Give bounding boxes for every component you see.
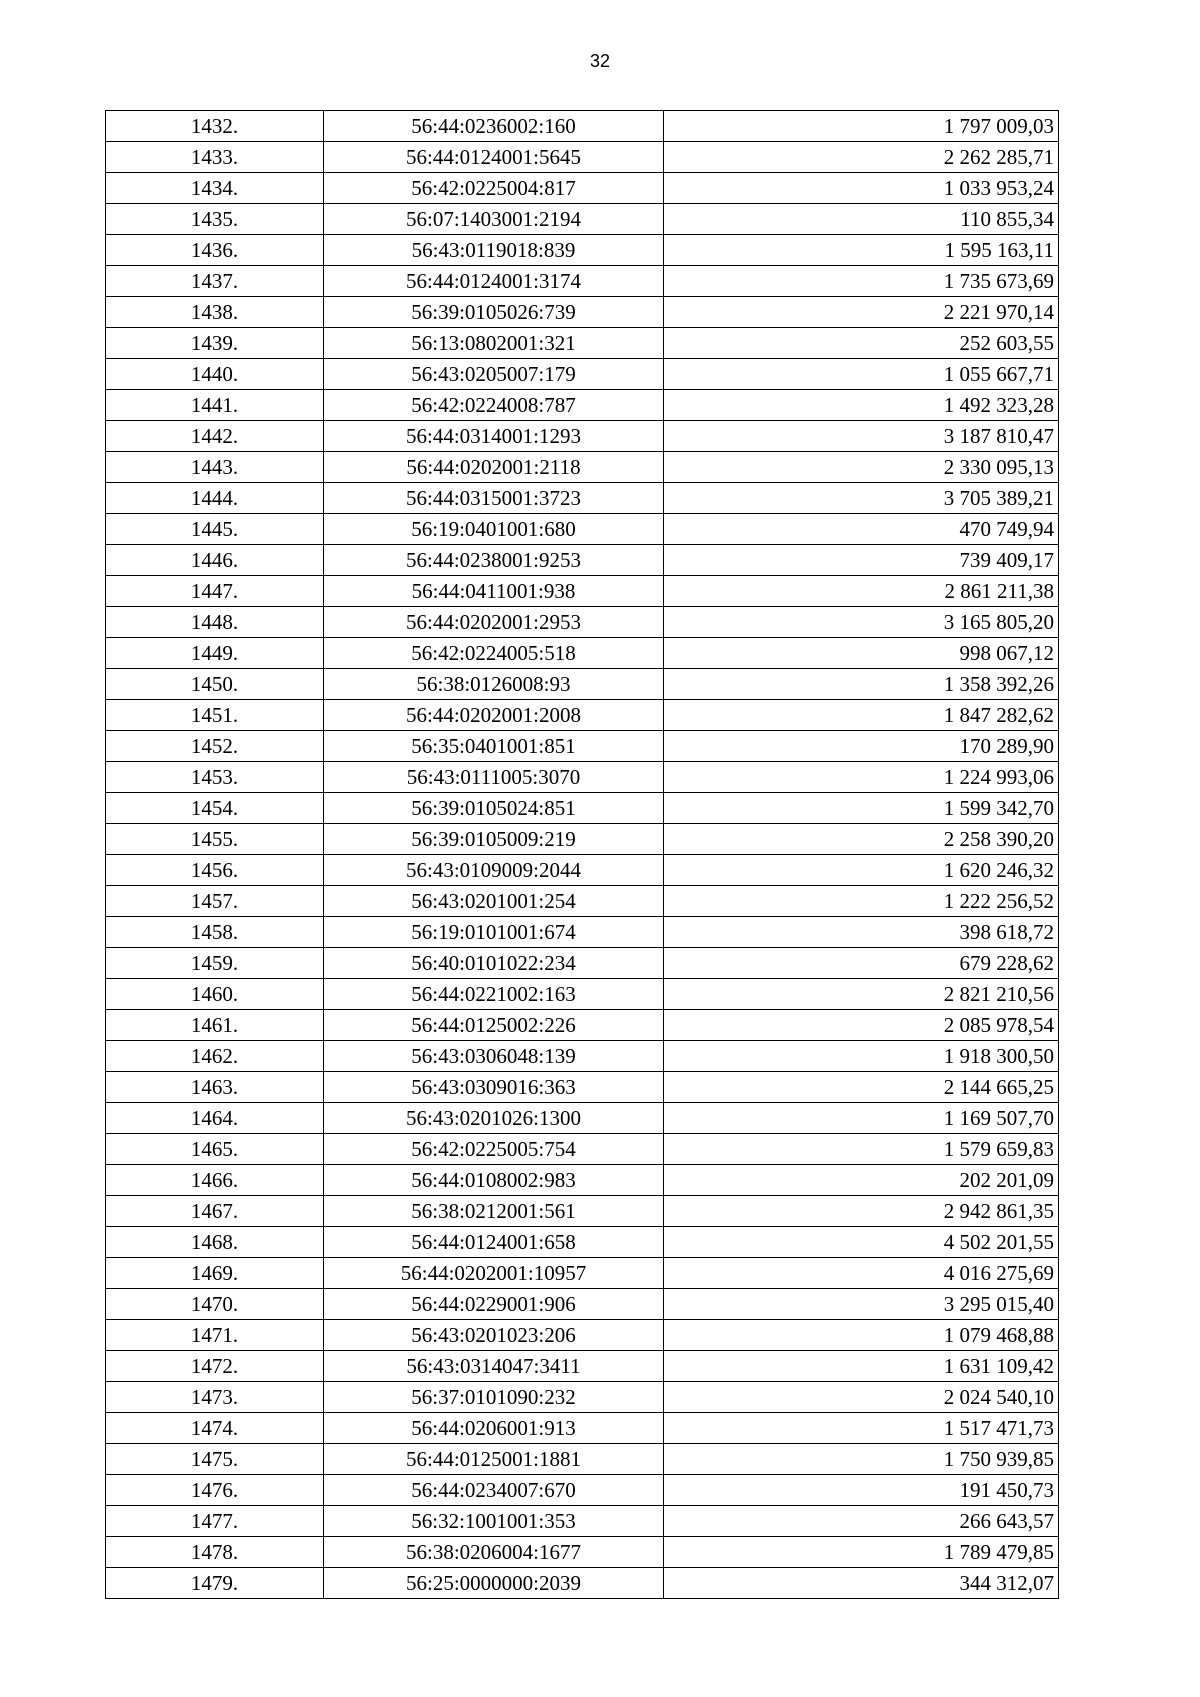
row-number-cell: 1450. — [106, 669, 324, 700]
table-row — [106, 607, 1059, 638]
cadastral-number-cell: 56:44:0108002:983 — [324, 1165, 664, 1196]
table-row — [106, 638, 1059, 669]
cadastral-number-cell: 56:44:0202001:10957 — [324, 1258, 664, 1289]
cadastral-value-cell: 1 055 667,71 — [664, 359, 1059, 390]
cadastral-value-cell: 2 221 970,14 — [664, 297, 1059, 328]
table-row — [106, 266, 1059, 297]
cadastral-value-cell: 2 258 390,20 — [664, 824, 1059, 855]
row-number-cell: 1459. — [106, 948, 324, 979]
row-number-cell: 1436. — [106, 235, 324, 266]
table-row — [106, 700, 1059, 731]
cadastral-number-cell: 56:39:0105026:739 — [324, 297, 664, 328]
row-number-cell: 1435. — [106, 204, 324, 235]
cadastral-value-cell: 3 295 015,40 — [664, 1289, 1059, 1320]
cadastral-number-cell: 56:43:0111005:3070 — [324, 762, 664, 793]
cadastral-value-cell: 110 855,34 — [664, 204, 1059, 235]
cadastral-value-cell: 2 330 095,13 — [664, 452, 1059, 483]
cadastral-value-cell: 1 918 300,50 — [664, 1041, 1059, 1072]
row-number-cell: 1464. — [106, 1103, 324, 1134]
cadastral-number-cell: 56:43:0314047:3411 — [324, 1351, 664, 1382]
row-number-cell: 1433. — [106, 142, 324, 173]
row-number-cell: 1474. — [106, 1413, 324, 1444]
table-row — [106, 1475, 1059, 1506]
table-row — [106, 669, 1059, 700]
row-number-cell: 1441. — [106, 390, 324, 421]
cadastral-number-cell: 56:43:0109009:2044 — [324, 855, 664, 886]
cadastral-number-cell: 56:19:0401001:680 — [324, 514, 664, 545]
cadastral-number-cell: 56:44:0202001:2008 — [324, 700, 664, 731]
row-number-cell: 1444. — [106, 483, 324, 514]
table-row — [106, 1537, 1059, 1568]
cadastral-value-cell: 1 595 163,11 — [664, 235, 1059, 266]
row-number-cell: 1473. — [106, 1382, 324, 1413]
table-row — [106, 1320, 1059, 1351]
table-row — [106, 1010, 1059, 1041]
row-number-cell: 1462. — [106, 1041, 324, 1072]
cadastral-value-cell: 1 492 323,28 — [664, 390, 1059, 421]
cadastral-number-cell: 56:43:0201001:254 — [324, 886, 664, 917]
cadastral-value-cell: 252 603,55 — [664, 328, 1059, 359]
cadastral-value-cell: 2 942 861,35 — [664, 1196, 1059, 1227]
cadastral-number-cell: 56:44:0238001:9253 — [324, 545, 664, 576]
table-row — [106, 390, 1059, 421]
row-number-cell: 1445. — [106, 514, 324, 545]
table-row — [106, 1506, 1059, 1537]
table-row — [106, 483, 1059, 514]
cadastral-number-cell: 56:43:0205007:179 — [324, 359, 664, 390]
table-row — [106, 1568, 1059, 1599]
row-number-cell: 1478. — [106, 1537, 324, 1568]
table-row — [106, 1289, 1059, 1320]
table-row — [106, 1072, 1059, 1103]
cadastral-number-cell: 56:42:0224008:787 — [324, 390, 664, 421]
row-number-cell: 1467. — [106, 1196, 324, 1227]
cadastral-number-cell: 56:44:0125001:1881 — [324, 1444, 664, 1475]
cadastral-value-cell: 170 289,90 — [664, 731, 1059, 762]
cadastral-value-cell: 1 169 507,70 — [664, 1103, 1059, 1134]
row-number-cell: 1465. — [106, 1134, 324, 1165]
cadastral-number-cell: 56:19:0101001:674 — [324, 917, 664, 948]
table-row — [106, 979, 1059, 1010]
row-number-cell: 1460. — [106, 979, 324, 1010]
cadastral-number-cell: 56:44:0202001:2118 — [324, 452, 664, 483]
row-number-cell: 1446. — [106, 545, 324, 576]
table-row — [106, 855, 1059, 886]
cadastral-value-cell: 1 599 342,70 — [664, 793, 1059, 824]
cadastral-value-cell: 1 847 282,62 — [664, 700, 1059, 731]
table-row — [106, 173, 1059, 204]
cadastral-value-cell: 4 502 201,55 — [664, 1227, 1059, 1258]
table-row — [106, 111, 1059, 142]
cadastral-number-cell: 56:25:0000000:2039 — [324, 1568, 664, 1599]
table-row — [106, 917, 1059, 948]
cadastral-value-cell: 344 312,07 — [664, 1568, 1059, 1599]
cadastral-value-cell: 2 861 211,38 — [664, 576, 1059, 607]
table-row — [106, 359, 1059, 390]
cadastral-value-cell: 2 821 210,56 — [664, 979, 1059, 1010]
table-row — [106, 452, 1059, 483]
table-row — [106, 1382, 1059, 1413]
cadastral-value-cell: 266 643,57 — [664, 1506, 1059, 1537]
cadastral-value-cell: 3 165 805,20 — [664, 607, 1059, 638]
row-number-cell: 1476. — [106, 1475, 324, 1506]
table-row — [106, 297, 1059, 328]
cadastral-number-cell: 56:42:0225004:817 — [324, 173, 664, 204]
cadastral-value-cell: 398 618,72 — [664, 917, 1059, 948]
cadastral-value-cell: 998 067,12 — [664, 638, 1059, 669]
table-row — [106, 1041, 1059, 1072]
cadastral-number-cell: 56:37:0101090:232 — [324, 1382, 664, 1413]
cadastral-value-cell: 1 222 256,52 — [664, 886, 1059, 917]
cadastral-number-cell: 56:44:0125002:226 — [324, 1010, 664, 1041]
cadastral-number-cell: 56:32:1001001:353 — [324, 1506, 664, 1537]
cadastral-number-cell: 56:38:0126008:93 — [324, 669, 664, 700]
row-number-cell: 1442. — [106, 421, 324, 452]
table-row — [106, 204, 1059, 235]
row-number-cell: 1449. — [106, 638, 324, 669]
row-number-cell: 1457. — [106, 886, 324, 917]
cadastral-value-cell: 1 517 471,73 — [664, 1413, 1059, 1444]
cadastral-number-cell: 56:38:0206004:1677 — [324, 1537, 664, 1568]
row-number-cell: 1451. — [106, 700, 324, 731]
table-row — [106, 762, 1059, 793]
cadastral-value-cell: 1 735 673,69 — [664, 266, 1059, 297]
cadastral-number-cell: 56:38:0212001:561 — [324, 1196, 664, 1227]
row-number-cell: 1475. — [106, 1444, 324, 1475]
table-row — [106, 1134, 1059, 1165]
table-row — [106, 545, 1059, 576]
cadastral-value-cell: 1 079 468,88 — [664, 1320, 1059, 1351]
table-row — [106, 1227, 1059, 1258]
cadastral-number-cell: 56:44:0124001:5645 — [324, 142, 664, 173]
cadastral-number-cell: 56:44:0206001:913 — [324, 1413, 664, 1444]
cadastral-number-cell: 56:39:0105009:219 — [324, 824, 664, 855]
cadastral-number-cell: 56:42:0224005:518 — [324, 638, 664, 669]
cadastral-value-cell: 470 749,94 — [664, 514, 1059, 545]
table-row — [106, 948, 1059, 979]
cadastral-value-cell: 2 144 665,25 — [664, 1072, 1059, 1103]
cadastral-value-cell: 1 750 939,85 — [664, 1444, 1059, 1475]
cadastral-number-cell: 56:44:0411001:938 — [324, 576, 664, 607]
table-row — [106, 1258, 1059, 1289]
cadastral-number-cell: 56:44:0315001:3723 — [324, 483, 664, 514]
table-row — [106, 1103, 1059, 1134]
cadastral-number-cell: 56:44:0202001:2953 — [324, 607, 664, 638]
cadastral-number-cell: 56:35:0401001:851 — [324, 731, 664, 762]
table-row — [106, 824, 1059, 855]
cadastral-number-cell: 56:43:0309016:363 — [324, 1072, 664, 1103]
cadastral-value-cell: 3 187 810,47 — [664, 421, 1059, 452]
cadastral-value-cell: 679 228,62 — [664, 948, 1059, 979]
cadastral-number-cell: 56:43:0201023:206 — [324, 1320, 664, 1351]
cadastral-value-cell: 1 789 479,85 — [664, 1537, 1059, 1568]
row-number-cell: 1458. — [106, 917, 324, 948]
row-number-cell: 1454. — [106, 793, 324, 824]
row-number-cell: 1461. — [106, 1010, 324, 1041]
cadastral-value-cell: 739 409,17 — [664, 545, 1059, 576]
row-number-cell: 1447. — [106, 576, 324, 607]
cadastral-number-cell: 56:44:0314001:1293 — [324, 421, 664, 452]
cadastral-value-cell: 4 016 275,69 — [664, 1258, 1059, 1289]
row-number-cell: 1469. — [106, 1258, 324, 1289]
cadastral-number-cell: 56:44:0236002:160 — [324, 111, 664, 142]
cadastral-number-cell: 56:44:0124001:3174 — [324, 266, 664, 297]
cadastral-value-cell: 1 620 246,32 — [664, 855, 1059, 886]
cadastral-number-cell: 56:43:0306048:139 — [324, 1041, 664, 1072]
row-number-cell: 1466. — [106, 1165, 324, 1196]
cadastral-number-cell: 56:42:0225005:754 — [324, 1134, 664, 1165]
row-number-cell: 1434. — [106, 173, 324, 204]
table-row — [106, 1351, 1059, 1382]
row-number-cell: 1472. — [106, 1351, 324, 1382]
cadastral-value-cell: 191 450,73 — [664, 1475, 1059, 1506]
cadastral-number-cell: 56:07:1403001:2194 — [324, 204, 664, 235]
row-number-cell: 1452. — [106, 731, 324, 762]
table-row — [106, 235, 1059, 266]
cadastral-value-cell: 2 262 285,71 — [664, 142, 1059, 173]
row-number-cell: 1432. — [106, 111, 324, 142]
cadastral-value-cell: 1 797 009,03 — [664, 111, 1059, 142]
row-number-cell: 1468. — [106, 1227, 324, 1258]
table-row — [106, 1165, 1059, 1196]
row-number-cell: 1439. — [106, 328, 324, 359]
cadastral-number-cell: 56:44:0229001:906 — [324, 1289, 664, 1320]
row-number-cell: 1443. — [106, 452, 324, 483]
cadastral-value-table — [105, 110, 1059, 1599]
cadastral-value-cell: 2 085 978,54 — [664, 1010, 1059, 1041]
page-number: 32 — [589, 51, 611, 71]
table-row — [106, 886, 1059, 917]
cadastral-number-cell: 56:13:0802001:321 — [324, 328, 664, 359]
row-number-cell: 1438. — [106, 297, 324, 328]
cadastral-value-cell: 3 705 389,21 — [664, 483, 1059, 514]
cadastral-number-cell: 56:39:0105024:851 — [324, 793, 664, 824]
table-row — [106, 328, 1059, 359]
row-number-cell: 1456. — [106, 855, 324, 886]
row-number-cell: 1471. — [106, 1320, 324, 1351]
row-number-cell: 1463. — [106, 1072, 324, 1103]
cadastral-number-cell: 56:44:0221002:163 — [324, 979, 664, 1010]
cadastral-value-cell: 1 631 109,42 — [664, 1351, 1059, 1382]
row-number-cell: 1437. — [106, 266, 324, 297]
cadastral-number-cell: 56:43:0119018:839 — [324, 235, 664, 266]
row-number-cell: 1455. — [106, 824, 324, 855]
table-row — [106, 731, 1059, 762]
cadastral-value-cell: 202 201,09 — [664, 1165, 1059, 1196]
cadastral-number-cell: 56:44:0124001:658 — [324, 1227, 664, 1258]
cadastral-number-cell: 56:40:0101022:234 — [324, 948, 664, 979]
row-number-cell: 1470. — [106, 1289, 324, 1320]
table-row — [106, 142, 1059, 173]
cadastral-number-cell: 56:43:0201026:1300 — [324, 1103, 664, 1134]
row-number-cell: 1479. — [106, 1568, 324, 1599]
table-row — [106, 421, 1059, 452]
table-row — [106, 1196, 1059, 1227]
cadastral-value-cell: 1 579 659,83 — [664, 1134, 1059, 1165]
table-row — [106, 793, 1059, 824]
cadastral-number-cell: 56:44:0234007:670 — [324, 1475, 664, 1506]
row-number-cell: 1477. — [106, 1506, 324, 1537]
cadastral-value-cell: 2 024 540,10 — [664, 1382, 1059, 1413]
cadastral-value-cell: 1 224 993,06 — [664, 762, 1059, 793]
table-row — [106, 1444, 1059, 1475]
table-body — [106, 111, 1059, 1599]
row-number-cell: 1448. — [106, 607, 324, 638]
table-row — [106, 576, 1059, 607]
table-row — [106, 1413, 1059, 1444]
row-number-cell: 1453. — [106, 762, 324, 793]
row-number-cell: 1440. — [106, 359, 324, 390]
table-row — [106, 514, 1059, 545]
cadastral-value-cell: 1 033 953,24 — [664, 173, 1059, 204]
cadastral-value-cell: 1 358 392,26 — [664, 669, 1059, 700]
